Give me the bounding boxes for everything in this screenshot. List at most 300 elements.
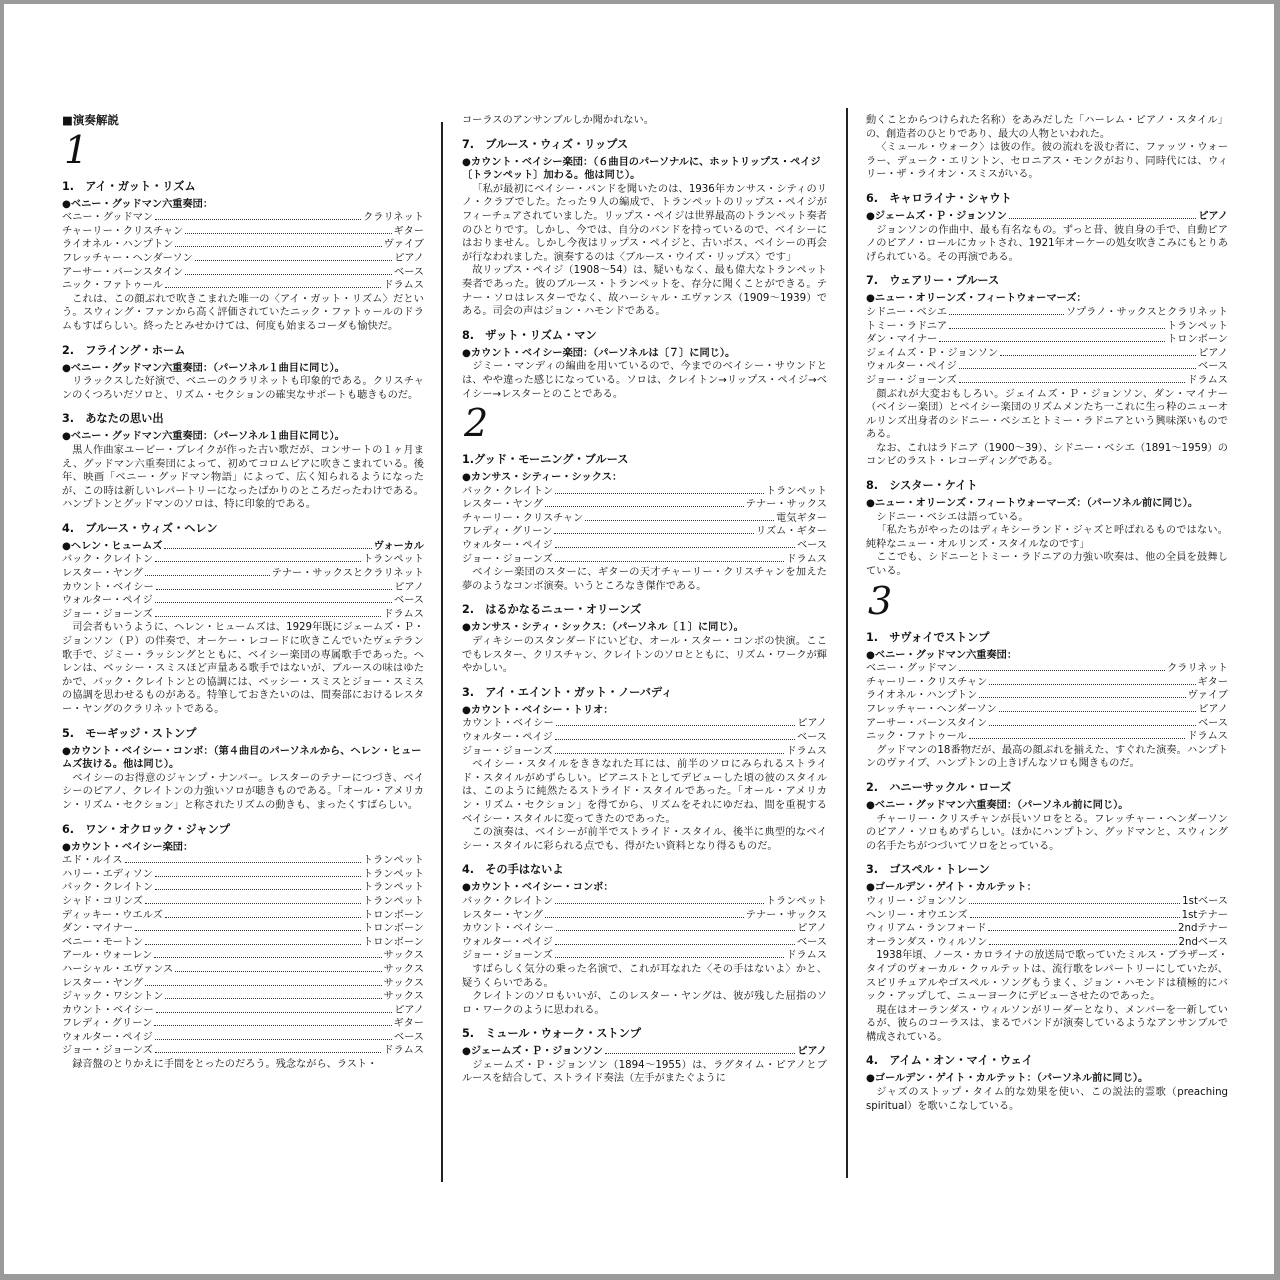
personnel-row bbox=[866, 662, 1228, 676]
musician-name: ディッキー・ウエルズ bbox=[62, 909, 163, 921]
musician-name: ウォルター・ペイジ bbox=[62, 595, 153, 607]
paragraph: ジミー・マンディの編曲を用いているので、今までのベイシー・サウンドとは、やや違った感じになっている。ソロは、クレイトン→リップス・ペイジ→ベイシー→レスターとのことである。 bbox=[462, 361, 827, 400]
musician-name: エド・ルイス bbox=[62, 855, 123, 867]
dot-leader bbox=[175, 246, 381, 247]
dot-leader bbox=[555, 547, 795, 548]
dot-leader bbox=[154, 957, 381, 958]
personnel-label: ●ベニー・グッドマン六重奏団：（パーソネル前に同じ）。 bbox=[866, 799, 1129, 811]
paragraph: ディキシーのスタンダードにいどむ、オール・スター・コンボの快演。ここでもレスター、クリスチャン、クレイトンのソロとともに、リズム・ワークが輝やかしい。 bbox=[462, 636, 827, 675]
track-title: 4. その手はないよ bbox=[462, 863, 564, 877]
track-title: 3. ゴスペル・トレーン bbox=[866, 863, 990, 877]
instrument: ドラムス bbox=[786, 745, 827, 757]
personnel-row bbox=[62, 238, 424, 252]
instrument: ピアノ bbox=[394, 252, 424, 264]
instrument: トロンボーン bbox=[1167, 334, 1228, 346]
track-title: 1. アイ・ガット・リズム bbox=[62, 179, 196, 193]
dot-leader bbox=[154, 1025, 391, 1026]
instrument: ベース bbox=[796, 732, 827, 743]
musician-name: ●ジェームズ・Ｐ・ジョンソン bbox=[866, 210, 1007, 222]
dot-leader bbox=[585, 520, 774, 521]
personnel-row bbox=[462, 922, 827, 936]
dot-leader bbox=[155, 616, 382, 617]
instrument: ヴァイブ bbox=[383, 239, 424, 251]
personnel-row bbox=[62, 909, 424, 923]
instrument: ドラムス bbox=[383, 280, 424, 292]
paragraph: 司会者もいうように、ヘレン・ヒュームズは、1929年既にジェームズ・Ｐ・ジョンソン（Ｐ）の伴奏で、オーケー・レコードに吹きこんでいたヴェテラン歌手で、ジミー・ラッシングとともに、ベイシー楽団の専属歌手であった。ヘレンは、ベッシー・スミスほど声量ある歌手ではないが、ブルースの味はゆたかで、バック・クレイトンとの協調には、ベッシー・スミスとジョー・スミスの協調を思わせるものがある。特筆しておきたいのは、間奏部におけるレスター・ヤングのクラリネットである。 bbox=[62, 622, 424, 715]
musician-name: レスター・ヤング bbox=[62, 977, 143, 989]
paragraph: ここでも、シドニーとトミー・ラドニアの力強い吹奏は、他の全員を鼓舞している。 bbox=[866, 552, 1228, 578]
musician-name: ウィリアム・ランフォード bbox=[866, 923, 987, 935]
dot-leader bbox=[145, 944, 361, 945]
musician-name: ニック・ファトゥール bbox=[866, 731, 967, 743]
dot-leader bbox=[1009, 218, 1196, 219]
personnel-row bbox=[866, 676, 1228, 690]
musician-name: レスター・ヤング bbox=[462, 909, 543, 921]
instrument: 2ndテナー bbox=[1178, 923, 1228, 935]
liner-notes-page bbox=[4, 4, 1274, 1274]
dot-leader bbox=[165, 917, 361, 918]
paragraph: 黒人作曲家ユービー・ブレイクが作った古い歌だが、コンサートの１ヶ月まえ、グッドマン六重奏団によって、初めてコロムビアに吹きこまれている。後年、映画「ベニー・グッドマン物語」によって、広く知られるようになったが、この時は新しいレパートリーになったばかりのところだったわけである。ハンプトンとグッドマンのソロは、特に印象的である。 bbox=[62, 444, 424, 511]
instrument: トランペット bbox=[362, 855, 424, 867]
dot-leader bbox=[155, 889, 361, 890]
paragraph: ジョンソンの作曲中、最も有名なもの。ずっと昔、彼自身の手で、自動ピアノのピアノ・ロールにカットされ、1921年オーケーの処女吹きこみにもとりあげられている。その再演である。 bbox=[866, 224, 1228, 263]
personnel-label: ●カウント・ベイシー楽団：（パーソネルは〔７〕に同じ）。 bbox=[462, 347, 736, 359]
instrument: ピアノ bbox=[1198, 347, 1228, 359]
personnel-label: ●カウント・ベイシー・トリオ： bbox=[462, 704, 614, 716]
instrument: 電気ギター bbox=[776, 512, 827, 524]
musician-name: ジェイムズ・Ｐ・ジョンソン bbox=[866, 347, 999, 359]
paragraph: 「私が最初にベイシー・バンドを聞いたのは、1936年カンサス・シティのリノ・クラブでした。たった９人の編成で、トランペットのリップス・ペイジがフィーチュアされていました。リップス・ペイジは世界最高のトランペット奏者のひとりです。しかし、今では、自分のバンドを持っているので、ベイシーにはおりません。しかし今夜はリップス・ペイジと、古いボス、ベイシーの再会が行なわれました。演奏するのは〈ブルース・ウイズ・リップス〉です」 bbox=[462, 183, 827, 263]
musician-name: ウォルター・ペイジ bbox=[62, 1031, 153, 1043]
dot-leader bbox=[555, 957, 785, 958]
personnel-label: ●ニュー・オリーンズ・フィートウォーマーズ：（パーソネル前に同じ）。 bbox=[866, 498, 1199, 510]
dot-leader bbox=[999, 711, 1196, 712]
personnel-row bbox=[462, 895, 827, 909]
musician-name: レスター・ヤング bbox=[462, 499, 543, 511]
instrument: トランペット bbox=[1166, 320, 1228, 332]
musician-name: ライオネル・ハンプトン bbox=[62, 239, 174, 251]
personnel-label: ●ニュー・オリーンズ・フィートウォーマーズ： bbox=[866, 293, 1087, 305]
personnel-row bbox=[462, 525, 827, 539]
instrument: ベース bbox=[393, 1031, 424, 1043]
dot-leader bbox=[556, 725, 796, 726]
instrument: トランペット bbox=[362, 554, 424, 566]
personnel-row bbox=[462, 909, 827, 923]
instrument: ベース bbox=[796, 540, 827, 552]
instrument: ピアノ bbox=[1198, 210, 1228, 222]
musician-name: オーランダス・ウィルソン bbox=[866, 936, 988, 948]
personnel-row bbox=[62, 854, 424, 868]
dot-leader bbox=[156, 1012, 393, 1013]
instrument: ベース bbox=[1197, 717, 1228, 729]
instrument: ベース bbox=[393, 595, 424, 607]
musician-name: ベニー・グッドマン bbox=[62, 212, 154, 224]
personnel-row bbox=[462, 936, 827, 950]
personnel-row bbox=[62, 1031, 424, 1045]
dot-leader bbox=[605, 1053, 795, 1054]
side-number: 2 bbox=[464, 401, 489, 446]
musician-name: フレッチャー・ヘンダーソン bbox=[62, 252, 193, 264]
instrument: クラリネット bbox=[363, 212, 424, 224]
personnel-row bbox=[62, 567, 424, 581]
paragraph: 故リップス・ペイジ（1908～54）は、疑いもなく、最も偉大なトランペット奏者であった。彼のブルース・トランペットを、存分に聞くことができる。テナー・ソロはレスターでなく、故ハーシャル・エヴァンス（1909～1939）である。司会の声はジョン・ハモンドである。 bbox=[462, 265, 827, 318]
personnel-row bbox=[62, 922, 424, 936]
musician-name: ジョー・ジョーンズ bbox=[62, 608, 153, 620]
paragraph: 動くことからつけられた名称）をあみだした「ハーレム・ピアノ・スタイル」の、創造者のひとりであり、最大の人物といわれた。 bbox=[866, 115, 1228, 140]
track-title: 6. ワン・オクロック・ジャンプ bbox=[62, 822, 230, 836]
track-title: 2. はるかなるニュー・オリーンズ bbox=[462, 603, 642, 617]
personnel-row bbox=[62, 594, 424, 608]
instrument: ドラムス bbox=[1187, 374, 1228, 386]
instrument: サックス bbox=[383, 963, 424, 975]
column-1 bbox=[62, 114, 424, 1072]
dot-leader bbox=[155, 1039, 392, 1040]
musician-name: チャーリー・クリスチャン bbox=[62, 225, 184, 237]
personnel-row bbox=[62, 936, 424, 950]
instrument: トロンボーン bbox=[363, 936, 424, 948]
musician-name: バック・クレイトン bbox=[62, 554, 154, 566]
track-title: 8. シスター・ケイト bbox=[866, 479, 978, 493]
paragraph: クレイトンのソロもいいが、このレスター・ヤングは、彼が残した屈指のソロ・ワークのように思われる。 bbox=[462, 991, 827, 1016]
personnel-row bbox=[462, 717, 827, 731]
track-title: 2. フライング・ホーム bbox=[62, 343, 186, 357]
instrument: ピアノ bbox=[1198, 704, 1228, 715]
musician-name: ジョー・ジョーンズ bbox=[866, 374, 957, 386]
dot-leader bbox=[959, 670, 1165, 671]
instrument: 1stベース bbox=[1182, 895, 1228, 907]
column-2 bbox=[462, 114, 827, 1086]
dot-leader bbox=[988, 930, 1176, 931]
personnel-label: ●カンサス・シティー・シックス： bbox=[462, 472, 623, 484]
dot-leader bbox=[959, 368, 1196, 369]
personnel-row bbox=[62, 581, 424, 595]
musician-name: カウント・ベイシー bbox=[462, 923, 554, 935]
dot-leader bbox=[555, 944, 795, 945]
instrument: テナー・サックスとクラリネット bbox=[271, 568, 424, 580]
personnel-row bbox=[462, 745, 827, 759]
dot-leader bbox=[979, 697, 1185, 698]
dot-leader bbox=[175, 971, 381, 972]
dot-leader bbox=[970, 917, 1180, 918]
personnel-row bbox=[866, 703, 1228, 717]
paragraph: シドニー・ベシエは語っている。 bbox=[876, 511, 1029, 523]
personnel-row bbox=[62, 266, 424, 280]
dot-leader bbox=[155, 561, 361, 562]
dot-leader bbox=[1000, 355, 1196, 356]
dot-leader bbox=[545, 917, 744, 918]
track-title: 2. ハニーサックル・ローズ bbox=[866, 780, 1012, 794]
paragraph: この演奏は、ベイシーが前半でストライド・スタイル、後半に典型的なベイシー・スタイルに彩られる点でも、得がたい資料となり得るものだ。 bbox=[462, 827, 827, 852]
musician-name: ライオネル・ハンプトン bbox=[866, 690, 978, 702]
personnel-row bbox=[62, 211, 424, 225]
musician-name: ダン・マイナー bbox=[62, 923, 134, 935]
personnel-row bbox=[62, 1017, 424, 1031]
musician-name: バック・クレイトン bbox=[462, 485, 554, 497]
dot-leader bbox=[969, 738, 1186, 739]
section-header: ■演奏解説 bbox=[62, 113, 119, 127]
instrument: ソプラノ・サックスとクラリネット bbox=[1065, 306, 1228, 318]
musician-name: ハーシャル・エヴァンス bbox=[62, 963, 174, 975]
instrument: ピアノ bbox=[797, 1046, 827, 1058]
dot-leader bbox=[556, 930, 796, 931]
personnel-row bbox=[62, 225, 424, 239]
musician-name: ジョー・ジョーンズ bbox=[462, 950, 553, 962]
dot-leader bbox=[155, 1052, 382, 1053]
instrument: ピアノ bbox=[797, 718, 827, 730]
dot-leader bbox=[155, 602, 392, 603]
dot-leader bbox=[554, 533, 754, 534]
dot-leader bbox=[555, 561, 785, 562]
personnel-row bbox=[866, 936, 1228, 950]
paragraph: 「私たちがやったのはディキシーランド・ジャズと呼ばれるものではない。純粋なニュー・オルリンズ・スタイルなのです」 bbox=[866, 525, 1228, 550]
dot-leader bbox=[545, 506, 744, 507]
personnel-row bbox=[462, 1045, 827, 1059]
instrument: 2ndベース bbox=[1178, 936, 1228, 948]
dot-leader bbox=[165, 998, 381, 999]
dot-leader bbox=[989, 944, 1176, 945]
track-title: 1. サヴォイでストンプ bbox=[866, 630, 990, 644]
dot-leader bbox=[555, 739, 795, 740]
instrument: ギター bbox=[1197, 676, 1228, 688]
paragraph: すばらしく気分の乗った名演で、これが耳なれた〈その手はないよ〉かと、疑うくらいである。 bbox=[462, 963, 827, 989]
track-title: 5. ミュール・ウォーク・ストンプ bbox=[462, 1027, 641, 1041]
musician-name: レスター・ヤング bbox=[62, 568, 143, 580]
personnel-label: ●カウント・ベイシー楽団： bbox=[62, 841, 194, 853]
dot-leader bbox=[145, 985, 382, 986]
musician-name: ジョー・ジョーンズ bbox=[462, 745, 553, 757]
musician-name: ベニー・グッドマン bbox=[866, 663, 958, 675]
personnel-row bbox=[866, 730, 1228, 744]
track-title: 3. あなたの思い出 bbox=[62, 412, 164, 426]
musician-name: ヘンリー・オウエンズ bbox=[866, 909, 968, 921]
musician-name: チャーリー・クリスチャン bbox=[462, 512, 584, 524]
personnel-row bbox=[62, 279, 424, 293]
personnel-row bbox=[866, 210, 1228, 224]
column-divider-left bbox=[441, 122, 443, 1182]
dot-leader bbox=[156, 589, 393, 590]
personnel-row bbox=[62, 540, 424, 554]
dot-leader bbox=[989, 684, 1195, 685]
track-title: 7. ウェアリー・ブルース bbox=[866, 274, 1000, 288]
musician-name: アーサー・バーンスタイン bbox=[62, 266, 184, 278]
musician-name: ウォルター・ペイジ bbox=[462, 936, 553, 948]
instrument: ドラムス bbox=[1187, 731, 1228, 743]
paragraph: コーラスのアンサンブルしか聞かれない。 bbox=[462, 115, 654, 126]
personnel-row bbox=[462, 539, 827, 553]
personnel-label: ●カウント・ベイシー楽団：（６曲目のパーソナルに、ホットリップス・ペイジ〔トランペット〕加わる。他は同じ）。 bbox=[462, 156, 821, 182]
personnel-row bbox=[866, 347, 1228, 361]
paragraph: ベイシーのお得意のジャンプ・ナンバー。レスターのテナーにつづき、ベイシーのピアノ、クレイトンの力強いソロが聴きものである。「オール・アメリカン・リズム・セクション」と称されたリズムの動きも、まったくすばらしい。 bbox=[62, 772, 424, 811]
musician-name: ウォルター・ペイジ bbox=[866, 361, 957, 373]
paragraph: ベイシー・スタイルをききなれた耳には、前半のソロにみられるストライド・スタイルがめずらしい。ピアニストとしてデビューした頃の彼のスタイルは、このように純然たるストライド・スタイルであった。「オール・アメリカン・リズム・セクション」を得てから、リズムをそれにゆだね、間を重視するベイシー・スタイルに変ってきたのであった。 bbox=[462, 759, 827, 825]
instrument: ピアノ bbox=[797, 923, 827, 935]
musician-name: ●ジェームズ・Ｐ・ジョンソン bbox=[462, 1046, 603, 1058]
dot-leader bbox=[939, 341, 1165, 342]
paragraph: リラックスした好演で、ベニーのクラリネットも印象的である。クリスチャンのくつろいだソロと、リズム・セクションの確実なサポートも聴きものだ。 bbox=[62, 376, 424, 401]
paragraph: ベイシー楽団のスターに、ギターの天才チャーリー・クリスチャンを加えた夢のようなコンボ演奏。いうところなき傑作である。 bbox=[462, 567, 827, 592]
instrument: ベース bbox=[393, 266, 424, 278]
musician-name: フレディ・グリーン bbox=[462, 526, 553, 538]
musician-name: カウント・ベイシー bbox=[62, 581, 154, 593]
track-title: 7. ブルース・ウィズ・リップス bbox=[462, 137, 629, 151]
musician-name: フレッチャー・ヘンダーソン bbox=[866, 704, 997, 715]
paragraph: ジェームズ・Ｐ・ジョンソン（1894～1955）は、ラグタイム・ピアノとブルースを結合して、ストライド奏法（左手がまたぐように bbox=[462, 1059, 827, 1085]
personnel-label: ●ベニー・グッドマン六重奏団： bbox=[866, 649, 1018, 661]
personnel-row bbox=[866, 333, 1228, 347]
musician-name: バック・クレイトン bbox=[62, 882, 154, 894]
track-title: 4. アイム・オン・マイ・ウェイ bbox=[866, 1054, 1033, 1068]
instrument: トランペット bbox=[765, 895, 827, 907]
musician-name: シドニー・ベシエ bbox=[866, 306, 948, 318]
column-3 bbox=[866, 114, 1228, 1113]
musician-name: カウント・ベイシー bbox=[62, 1004, 154, 1016]
musician-name: シャド・コリンズ bbox=[62, 895, 143, 907]
personnel-row bbox=[866, 895, 1228, 909]
personnel-row bbox=[866, 360, 1228, 374]
musician-name: アール・ウォーレン bbox=[62, 950, 153, 962]
personnel-row bbox=[462, 731, 827, 745]
instrument: ギター bbox=[393, 225, 424, 237]
personnel-label: ●ゴールデン・ゲイト・カルテット：（パーソネル前に同じ）。 bbox=[866, 1073, 1149, 1085]
dot-leader bbox=[164, 548, 371, 549]
personnel-row bbox=[62, 553, 424, 567]
dot-leader bbox=[555, 493, 764, 494]
personnel-row bbox=[462, 553, 827, 567]
musician-name: フレディ・グリーン bbox=[62, 1018, 153, 1030]
instrument: サックス bbox=[383, 991, 424, 1003]
personnel-label: ●カウント・ベイシー・コンボ： bbox=[462, 882, 614, 894]
personnel-row bbox=[462, 498, 827, 512]
personnel-label: ●カンサス・シティ・シックス：（パーソネル〔１〕に同じ）。 bbox=[462, 622, 744, 634]
dot-leader bbox=[155, 219, 361, 220]
paragraph: これは、この顔ぶれで吹きこまれた唯一の〈アイ・ガット・リズム〉だという。スウィング・ファンから高く評価されていたニック・ファトゥールのドラムもすばらしい。終ったとみせかけては、何度も始まるコーダも愉快だ。 bbox=[62, 293, 424, 332]
dot-leader bbox=[989, 725, 1196, 726]
personnel-row bbox=[866, 689, 1228, 703]
personnel-row bbox=[866, 374, 1228, 388]
paragraph: 〈ミュール・ウォーク〉は彼の作。彼の流れを汲む者に、ファッツ・ウォーラー、デューク・エリントン、セロニアス・モンクがおり、同時代には、ウィリー・ザ・ライオン・スミスがいる。 bbox=[866, 142, 1228, 181]
personnel-row bbox=[866, 717, 1228, 731]
instrument: トロンボーン bbox=[363, 909, 424, 921]
instrument: ドラムス bbox=[786, 950, 827, 962]
track-title: 3. アイ・エイント・ガット・ノーバディ bbox=[462, 685, 673, 699]
musician-name: ダン・マイナー bbox=[866, 334, 938, 346]
personnel-row bbox=[462, 949, 827, 963]
personnel-row bbox=[866, 320, 1228, 334]
musician-name: ジョー・ジョーンズ bbox=[62, 1045, 153, 1057]
instrument: テナー・サックス bbox=[745, 909, 827, 921]
side-number: 3 bbox=[868, 578, 893, 623]
paragraph: なお、これはラドニア（1900～39）、シドニー・ベシエ（1891～1959）のコンビのラスト・レコーディングである。 bbox=[866, 442, 1228, 468]
dot-leader bbox=[949, 314, 1064, 315]
personnel-row bbox=[462, 512, 827, 526]
instrument: トランペット bbox=[362, 882, 424, 894]
personnel-row bbox=[62, 868, 424, 882]
paragraph: 録音盤のとりかえに手間をとったのだろう。残念ながら、ラスト・ bbox=[72, 1059, 378, 1071]
track-title: 8. ザット・リズム・マン bbox=[462, 328, 597, 342]
dot-leader bbox=[135, 930, 361, 931]
instrument: テナー・サックス bbox=[745, 499, 827, 511]
instrument: ピアノ bbox=[394, 1004, 424, 1016]
personnel-row bbox=[62, 977, 424, 991]
instrument: ギター bbox=[393, 1018, 424, 1030]
personnel-label: ●ベニー・グッドマン六重奏団：（パーソネル１曲目に同じ）。 bbox=[62, 362, 345, 374]
musician-name: ウィリー・ジョンソン bbox=[866, 895, 968, 907]
dot-leader bbox=[969, 903, 1180, 904]
dot-leader bbox=[555, 753, 785, 754]
dot-leader bbox=[145, 575, 270, 576]
personnel-label: ●ベニー・グッドマン六重奏団： bbox=[62, 198, 214, 210]
column-divider-right bbox=[846, 108, 848, 1178]
track-title: 5. モーギッジ・ストンプ bbox=[62, 726, 197, 740]
instrument: ピアノ bbox=[394, 581, 424, 593]
personnel-row bbox=[866, 909, 1228, 923]
personnel-row bbox=[866, 922, 1228, 936]
musician-name: カウント・ベイシー bbox=[462, 718, 554, 730]
musician-name: チャーリー・クリスチャン bbox=[866, 676, 988, 688]
personnel-row bbox=[62, 895, 424, 909]
dot-leader bbox=[959, 382, 1186, 383]
personnel-row bbox=[62, 949, 424, 963]
dot-leader bbox=[165, 287, 382, 288]
track-title: 4. ブルース・ウィズ・ヘレン bbox=[62, 521, 218, 535]
personnel-row bbox=[866, 306, 1228, 320]
personnel-row bbox=[62, 1044, 424, 1058]
paragraph: チャーリー・クリスチャンが長いソロをとる。フレッチャー・ヘンダーソンのピアノ・ソロもめずらしい。ほかにハンプトン、グッドマンと、スウィングの名手たちがつづいてソロをとっている。 bbox=[866, 813, 1228, 852]
personnel-row bbox=[62, 990, 424, 1004]
instrument: ヴォーカル bbox=[373, 540, 424, 552]
musician-name: ジョー・ジョーンズ bbox=[462, 553, 553, 565]
personnel-label: ●カウント・ベイシー・コンボ：（第４曲目のパーソネルから、ヘレン・ヒュームズ抜ける。他は同じ）。 bbox=[62, 745, 422, 771]
musician-name: ハリー・エディソン bbox=[62, 868, 153, 880]
instrument: ドラムス bbox=[383, 1045, 424, 1057]
track-title: 1.グッド・モーニング・ブルース bbox=[462, 453, 629, 467]
musician-name: アーサー・バーンスタイン bbox=[866, 717, 988, 729]
instrument: ベース bbox=[1197, 361, 1228, 373]
personnel-row bbox=[62, 252, 424, 266]
dot-leader bbox=[155, 876, 361, 877]
musician-name: ジャック・ワシントン bbox=[62, 991, 164, 1003]
instrument: サックス bbox=[383, 977, 424, 989]
musician-name: ウォルター・ペイジ bbox=[462, 732, 553, 743]
personnel-label: ●ベニー・グッドマン六重奏団：（パーソネル１曲目に同じ）。 bbox=[62, 431, 345, 443]
personnel-row bbox=[62, 963, 424, 977]
instrument: トランペット bbox=[362, 868, 424, 880]
dot-leader bbox=[185, 274, 392, 275]
dot-leader bbox=[145, 903, 361, 904]
instrument: ヴァイブ bbox=[1187, 690, 1228, 702]
dot-leader bbox=[949, 328, 1165, 329]
instrument: クラリネット bbox=[1167, 663, 1228, 675]
paragraph: グッドマンの18番物だが、最高の顔ぶれを揃えた、すぐれた演奏。ハンプトンのヴァイブ、ハンプトンの上きげんなソロも聞きものだ。 bbox=[866, 744, 1228, 770]
musician-name: ニック・ファトゥール bbox=[62, 280, 163, 292]
instrument: トランペット bbox=[765, 485, 827, 497]
dot-leader bbox=[125, 862, 361, 863]
musician-name: トミー・ラドニア bbox=[866, 320, 948, 332]
paragraph: 顔ぶれが大変おもしろい。ジェイムズ・Ｐ・ジョンソン、ダン・マイナー（ベイシー楽団）とベイシー楽団のリズムメンたち一これに生っ粋のニューオルリンズ出身者のシドニー・ベシエとトミー・ラドニアという興味深いものである。 bbox=[866, 388, 1228, 441]
paragraph: ジャズのストップ・タイム的な効果を使い、この説法的霊歌（preaching spiritual）を歌いこなしている。 bbox=[866, 1087, 1228, 1112]
personnel-row bbox=[462, 485, 827, 499]
instrument: サックス bbox=[383, 950, 424, 962]
track-title: 6. キャロライナ・シャウト bbox=[866, 191, 1012, 205]
instrument: トランペット bbox=[362, 895, 424, 907]
instrument: ドラムス bbox=[786, 553, 827, 565]
instrument: ベース bbox=[796, 936, 827, 948]
personnel-row bbox=[62, 881, 424, 895]
instrument: トロンボーン bbox=[363, 923, 424, 935]
instrument: ドラムス bbox=[383, 608, 424, 620]
musician-name: ウォルター・ペイジ bbox=[462, 540, 553, 552]
paragraph: 1938年頃、ノース・カロライナの放送局で歌っていたミルス・ブラザーズ・タイプのヴォーカル・クヮルテットは、流行歌をレパートリーにしていたが、スピリチュアルやゴスペル・ソングもうまく、ジョン・ハモンドは積極的にバック・アップして、ニューヨークにデビューさせたのであった。 bbox=[866, 950, 1228, 1003]
